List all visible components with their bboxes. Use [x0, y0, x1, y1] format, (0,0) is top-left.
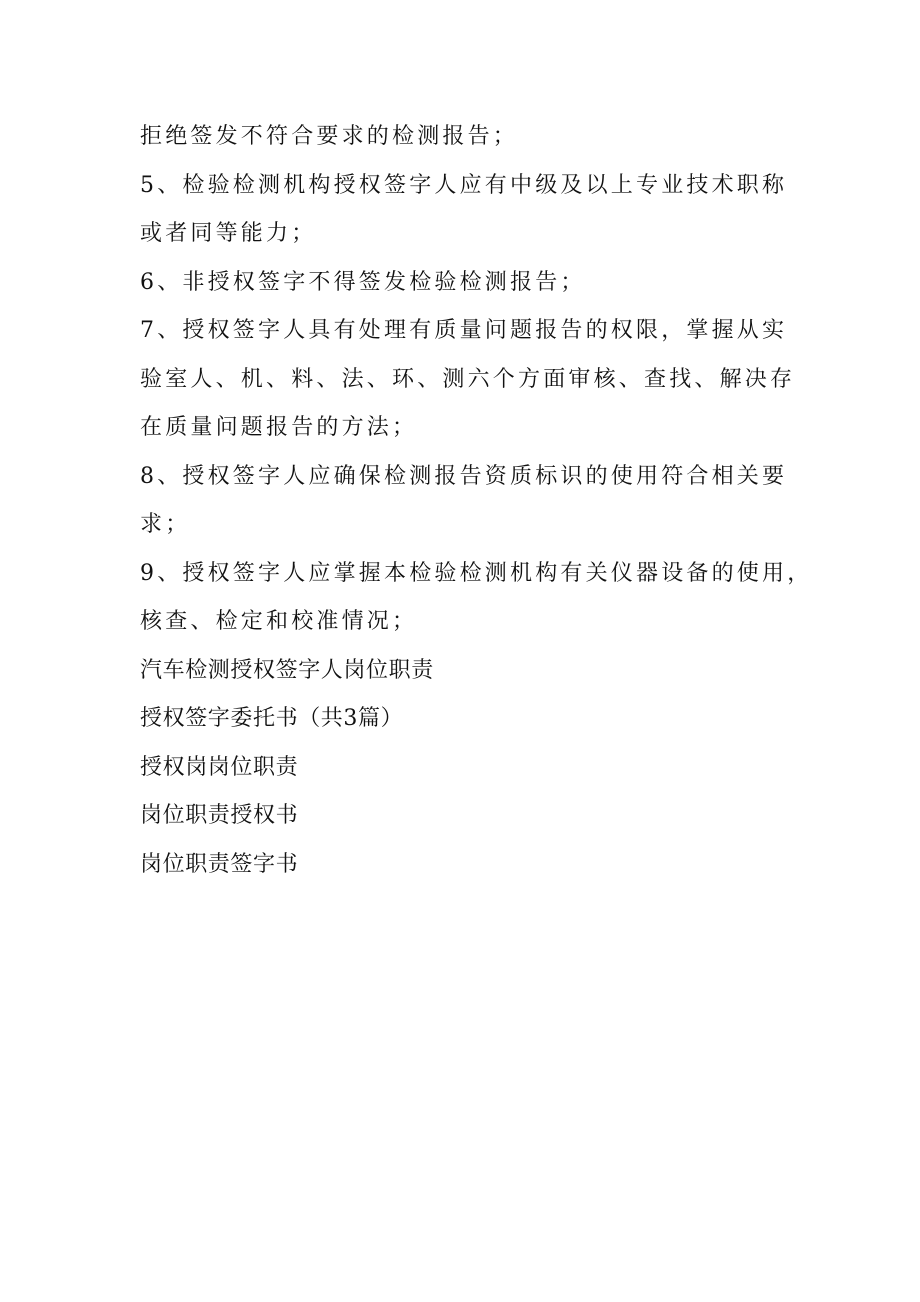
body-line: 验室人、机、料、法、环、测六个方面审核、查找、解决存	[140, 366, 796, 392]
body-line: 求；	[140, 512, 191, 537]
document-body	[140, 113, 813, 889]
body-line: 或者同等能力；	[140, 221, 317, 246]
body-line: 拒绝签发不符合要求的检测报告；	[140, 124, 519, 149]
body-line: 8、授权签字人应确保检测报告资质标识的使用符合相关要	[140, 463, 788, 489]
body-line: 9、授权签字人应掌握本检验检测机构有关仪器设备的使用，	[140, 560, 813, 586]
body-line: 在质量问题报告的方法；	[140, 415, 418, 440]
body-line: 6、非授权签字不得签发检验检测报告；	[140, 269, 586, 295]
related-title: 授权签字委托书（共3篇）	[140, 706, 404, 731]
body-line: 核查、检定和校准情况；	[140, 609, 418, 634]
related-title: 汽车检测授权签字人岗位职责	[140, 657, 434, 683]
related-title: 岗位职责签字书	[140, 851, 299, 877]
related-title: 岗位职责授权书	[140, 803, 299, 828]
body-line: 7、授权签字人具有处理有质量问题报告的权限，掌握从实	[140, 318, 788, 343]
body-line: 5、检验检测机构授权签字人应有中级及以上专业技术职称	[140, 172, 788, 198]
related-title: 授权岗岗位职责	[140, 754, 299, 780]
